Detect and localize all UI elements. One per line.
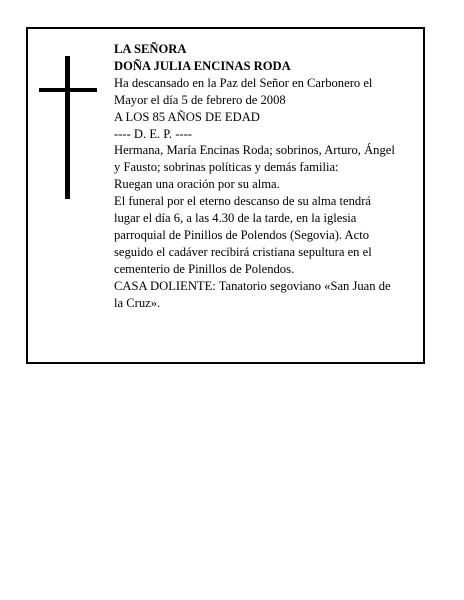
notice-line: seguido el cadáver recibirá cristiana sepultura en el (114, 244, 372, 259)
cross-icon (39, 56, 97, 199)
obituary-notice (26, 27, 425, 364)
cross-horizontal-bar (39, 88, 97, 92)
notice-line: CASA DOLIENTE: Tanatorio segoviano «San Juan de (114, 278, 391, 293)
cross-vertical-bar (65, 56, 70, 199)
deceased-name: DOÑA JULIA ENCINAS RODA (114, 58, 291, 73)
notice-line: parroquial de Pinillos de Polendos (Segovia). Acto (114, 227, 369, 242)
notice-line: la Cruz». (114, 295, 161, 310)
notice-age: A LOS 85 AÑOS DE EDAD (114, 109, 260, 124)
notice-text (114, 41, 420, 312)
notice-heading: LA SEÑORA (114, 42, 187, 56)
notice-line: Hermana, María Encinas Roda; sobrinos, Arturo, Ángel (114, 143, 395, 158)
notice-line: Ha descansado en la Paz del Señor en Carbonero el (114, 75, 373, 90)
notice-line: El funeral por el eterno descanso de su alma tendrá (114, 194, 372, 209)
notice-line: Ruegan una oración por su alma. (114, 177, 280, 192)
notice-line: cementerio de Pinillos de Polendos. (114, 261, 295, 276)
notice-rip: ---- D. E. P. ---- (114, 126, 192, 141)
notice-line: lugar el día 6, a las 4.30 de la tarde, en la iglesia (114, 211, 357, 226)
notice-line: Mayor el día 5 de febrero de 2008 (114, 92, 286, 107)
notice-line: y Fausto; sobrinas políticas y demás familia: (114, 160, 339, 175)
